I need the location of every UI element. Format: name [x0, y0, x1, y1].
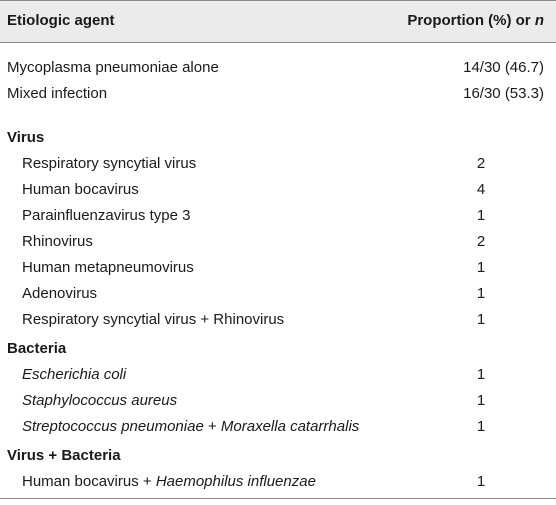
header-proportion — [407, 12, 544, 30]
row-value: 1 — [476, 259, 486, 276]
organism-name: Haemophilus influenzae — [155, 473, 316, 490]
row-value: 16/30 (53.3) — [463, 85, 544, 102]
row-label: Human metapneumovirus — [22, 259, 194, 276]
plus-sign: + — [203, 418, 221, 435]
row-label — [22, 473, 316, 491]
organism-name: Streptococcus pneumoniae — [22, 418, 204, 435]
row-label: Respiratory syncytial virus — [22, 155, 197, 172]
section-virus-bacteria-title: Virus + Bacteria — [7, 447, 121, 464]
row-value: 1 — [476, 366, 486, 383]
organism-name: Human bocavirus + — [22, 473, 156, 490]
row-value: 4 — [476, 181, 486, 198]
row-value: 1 — [476, 473, 486, 490]
header-etiologic-agent: Etiologic agent — [7, 12, 115, 29]
row-value: 1 — [476, 207, 486, 224]
row-label: Human bocavirus — [22, 181, 139, 198]
row-label — [22, 418, 359, 436]
header-proportion-text: Proportion (%) or — [407, 12, 535, 29]
section-virus-title: Virus — [7, 129, 45, 146]
row-label: Rhinovirus — [22, 233, 93, 250]
row-label: Adenovirus — [22, 285, 98, 302]
row-label: Parainfluenzavirus type 3 — [22, 207, 191, 224]
row-value: 1 — [476, 418, 486, 435]
row-value: 1 — [476, 285, 486, 302]
row-value: 2 — [476, 233, 486, 250]
row-label: Mycoplasma pneumoniae alone — [7, 59, 219, 76]
header-proportion-n: n — [534, 12, 544, 29]
row-label: Staphylococcus aureus — [22, 392, 178, 409]
row-label: Respiratory syncytial virus + Rhinovirus — [22, 311, 285, 328]
section-bacteria-title: Bacteria — [7, 340, 67, 357]
organism-name: Moraxella catarrhalis — [220, 418, 360, 435]
row-value: 1 — [476, 311, 486, 328]
row-label: Mixed infection — [7, 85, 108, 102]
row-value: 2 — [476, 155, 486, 172]
row-value: 1 — [476, 392, 486, 409]
row-value: 14/30 (46.7) — [463, 59, 544, 76]
header-divider — [0, 42, 556, 43]
row-label: Escherichia coli — [22, 366, 127, 383]
table-bottom-rule — [0, 498, 556, 499]
